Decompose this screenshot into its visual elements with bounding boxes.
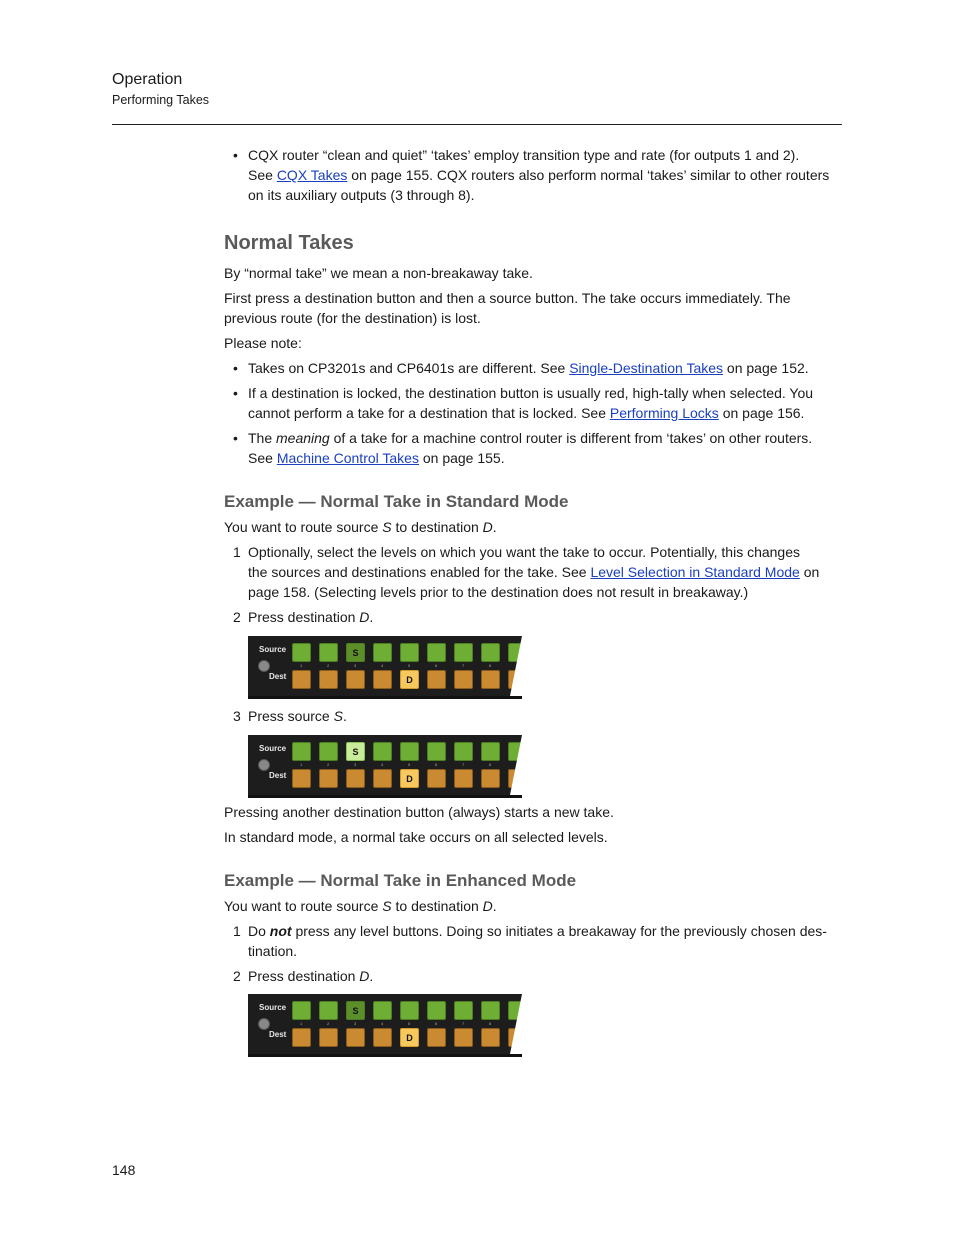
standard-step-1: 1 Optionally, select the levels on which you want the take to occur. Potentially, this changes the sources and destinations enabled for the take. See Level Selection in Standard Mode on page 158. (Selecting levels prior to the destination does not result in breakaway.) [233,544,820,600]
level-knob-icon [258,759,270,771]
dest-button: D [400,769,419,788]
source-button [292,1001,311,1020]
enhanced-intro: You want to route source S to destination D. [224,898,497,914]
heading-standard-mode: Example — Normal Take in Standard Mode [224,492,569,511]
button-number-label: 1 [300,1021,303,1026]
link-performing-locks[interactable]: Performing Locks [609,405,719,421]
dest-button [373,1028,392,1047]
source-button [481,1001,500,1020]
standard-after-2: In standard mode, a normal take occurs on all selected levels. [224,829,608,845]
button-number-label: 8 [489,1021,492,1026]
button-number-label: 5 [408,663,411,668]
dest-row-label: Dest [269,771,287,780]
intro-line-1: CQX router “clean and quiet” ‘takes’ employ transition type and rate (for outputs 1 and 2). [248,147,800,163]
note-bullet-1: • Takes on CP3201s and CP6401s are different. See Single-Destination Takes on page 152. [233,360,809,376]
dest-button [319,670,338,689]
intro-line-3: on its auxiliary outputs (3 through 8). [248,187,475,203]
source-button [427,643,446,662]
button-number-label: 7 [462,1021,465,1026]
dest-button [319,769,338,788]
header-rule [112,124,842,125]
dest-button [292,769,311,788]
source-button [427,742,446,761]
dest-button [427,670,446,689]
dest-button [373,670,392,689]
source-button [292,643,311,662]
dest-button [454,1028,473,1047]
dest-button [292,1028,311,1047]
bullet-glyph: • [233,147,238,163]
button-number-label: 2 [327,663,330,668]
button-number-label: 8 [489,762,492,767]
source-button: S [346,1001,365,1020]
source-button [454,1001,473,1020]
button-panel-step-2 [248,636,522,699]
paragraph-normal-take-def: By “normal take” we mean a non-breakaway take. [224,265,533,281]
dest-button [373,769,392,788]
source-button [319,643,338,662]
button-number-label: 2 [327,1021,330,1026]
paragraph-please-note: Please note: [224,335,302,351]
source-row-label: Source [259,1003,287,1012]
intro-bullet [233,145,858,205]
standard-step-2: 2 Press destination D. [233,609,374,625]
button-number-label: 5 [408,1021,411,1026]
dest-button [481,769,500,788]
source-button [481,643,500,662]
dest-button [346,769,365,788]
source-row-label: Source [259,645,287,654]
source-button [454,742,473,761]
link-level-selection[interactable]: Level Selection in Standard Mode [590,564,800,580]
source-button [319,742,338,761]
running-header-title: Operation [112,71,183,88]
standard-step-3: 3 Press source S. [233,708,347,724]
note-bullet-3: • The meaning of a take for a machine control router is different from ‘takes’ on other routers. See Machine Control Takes on page 155. [233,430,813,466]
source-button [373,742,392,761]
link-single-destination-takes[interactable]: Single-Destination Takes [569,360,724,376]
source-button [400,1001,419,1020]
level-knob-icon [258,660,270,672]
button-number-label: 4 [381,1021,384,1026]
source-button [373,643,392,662]
dest-button: D [400,670,419,689]
dest-button [481,1028,500,1047]
link-machine-control-takes[interactable]: Machine Control Takes [276,450,419,466]
source-button: S [346,742,365,761]
link-cqx-takes[interactable]: CQX Takes [276,167,348,183]
heading-enhanced-mode: Example — Normal Take in Enhanced Mode [224,871,577,890]
button-number-label: 4 [381,663,384,668]
dest-button: D [400,1028,419,1047]
source-button [292,742,311,761]
paragraph-first-press: First press a destination button and then a source button. The take occurs immediately. The previous route (for the destination) is lost. [224,290,791,326]
enhanced-step-1: 1 Do not press any level buttons. Doing so initiates a breakaway for the previously chosen des- tination. [233,923,827,959]
button-number-label: 6 [435,663,438,668]
button-number-label: 1 [300,762,303,767]
dest-button [427,769,446,788]
dest-button [346,1028,365,1047]
button-panel-step-3 [248,735,522,798]
button-number-label: 3 [354,663,357,668]
enhanced-step-2: 2 Press destination D. [233,968,374,984]
dest-row-label: Dest [269,1030,287,1039]
level-knob-icon [258,1018,270,1030]
button-number-label: 8 [489,663,492,668]
running-header-subtitle: Performing Takes [112,93,210,107]
source-button [481,742,500,761]
button-number-label: 7 [462,762,465,767]
button-number-label: 1 [300,663,303,668]
dest-button [481,670,500,689]
heading-normal-takes: Normal Takes [224,232,354,254]
button-number-label: 6 [435,1021,438,1026]
dest-button [319,1028,338,1047]
source-row-label: Source [259,744,287,753]
button-number-label: 6 [435,762,438,767]
source-button [400,643,419,662]
button-number-label: 3 [354,762,357,767]
page-number: 148 [112,1162,136,1178]
button-number-label: 3 [354,1021,357,1026]
dest-row-label: Dest [269,672,287,681]
standard-after-1: Pressing another destination button (always) starts a new take. [224,804,614,820]
source-button [427,1001,446,1020]
button-number-label: 7 [462,663,465,668]
dest-button [346,670,365,689]
source-button [319,1001,338,1020]
source-button [400,742,419,761]
source-button [454,643,473,662]
intro-line-2: See CQX Takes on page 155. CQX routers also perform normal ‘takes’ similar to other routers [248,167,830,183]
dest-button [454,769,473,788]
dest-button [454,670,473,689]
button-panel-enhanced-step-2 [248,994,522,1057]
source-button [373,1001,392,1020]
standard-intro: You want to route source S to destination D. [224,519,497,535]
note-bullet-2: • If a destination is locked, the destination button is usually red, high-tally when selected. You cannot perform a take for a destination that is locked. See Performing Locks on page 156. [233,385,814,421]
source-button: S [346,643,365,662]
button-number-label: 5 [408,762,411,767]
button-number-label: 2 [327,762,330,767]
dest-button [292,670,311,689]
dest-button [427,1028,446,1047]
button-number-label: 4 [381,762,384,767]
